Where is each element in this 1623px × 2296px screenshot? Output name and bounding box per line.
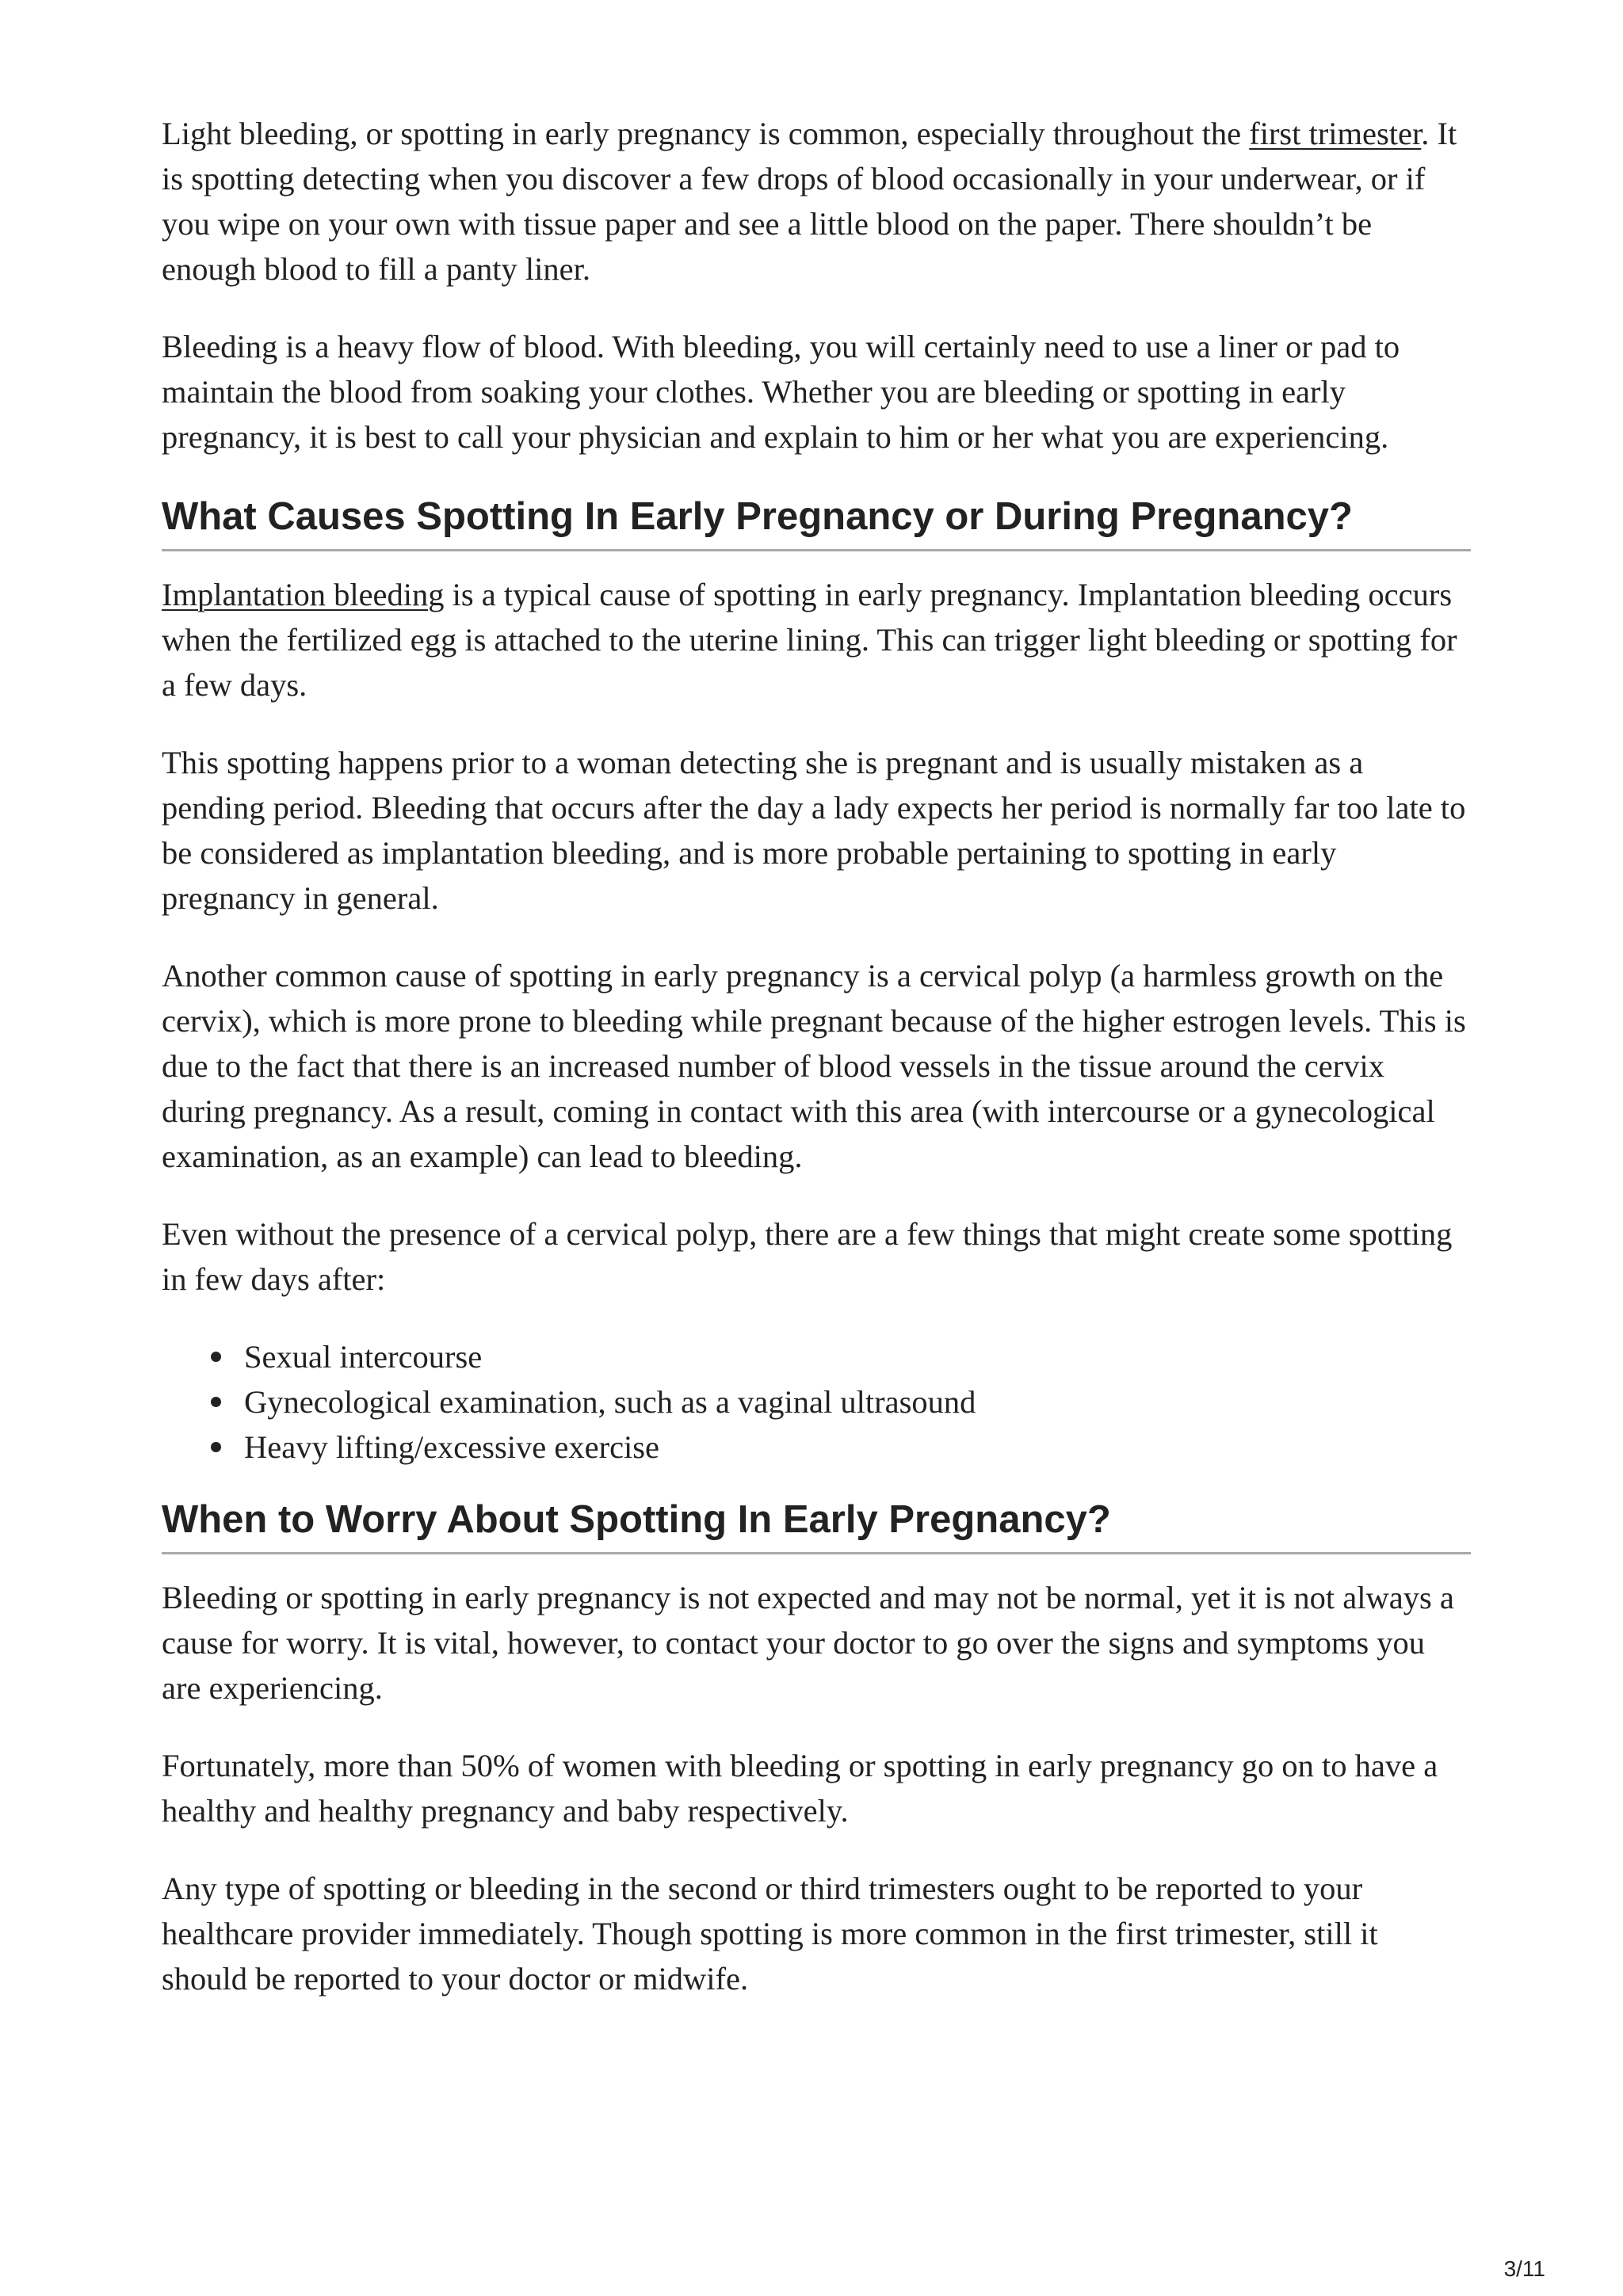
worry-paragraph-3: Any type of spotting or bleeding in the second or third trimesters ought to be reported to your healthcare provider immediately. Though spotting is more common in the first trimester, still it should be reported to your doctor or midwife. (162, 1871, 1378, 1997)
causes-paragraph-4: Even without the presence of a cervical polyp, there are a few things that might create some spotting in few days after: (162, 1216, 1453, 1297)
bullet-icon (211, 1397, 221, 1407)
bullet-icon (211, 1352, 221, 1362)
intro-paragraph-1 (162, 111, 1471, 292)
implantation-bleeding-link[interactable]: Implantation bleeding (162, 577, 445, 612)
causes-paragraph-1 (162, 572, 1471, 707)
worry-paragraph-1: Bleeding or spotting in early pregnancy is not expected and may not be normal, yet it is not always a cause for worry. It is vital, however, to contact your doctor to go over the signs and symptoms you are experiencing. (162, 1580, 1454, 1706)
list-item (244, 1334, 1471, 1379)
article-content (162, 111, 1471, 2034)
paragraph-text: Light bleeding, or spotting in early pregnancy is common, especially throughout the (162, 116, 1250, 151)
intro-paragraph-2: Bleeding is a heavy flow of blood. With bleeding, you will certainly need to use a liner or pad to maintain the blood from soaking your clothes. Whether you are bleeding or spotting in early pregnancy, it is best to call your physician and explain to him or her what you are experiencing. (162, 329, 1400, 455)
page-number: 3/11 (1503, 2256, 1545, 2281)
causes-paragraph-2: This spotting happens prior to a woman detecting she is pregnant and is usually mistaken as a pending period. Bleeding that occurs after the day a lady expects her period is normally far too late to be considered as implantation bleeding, and is more probable pertaining to spotting in early pregnancy in general. (162, 745, 1466, 916)
paragraph-text: is a typical cause of spotting in early pregnancy. Implantation bleeding occurs when the fertilized egg is attached to the uterine lining. This can trigger light bleeding or spotting for a few days. (162, 577, 1457, 703)
worry-paragraph-2: Fortunately, more than 50% of women with bleeding or spotting in early pregnancy go on to have a healthy and healthy pregnancy and baby respectively. (162, 1748, 1438, 1829)
section-heading-causes: What Causes Spotting In Early Pregnancy or During Pregnancy? (162, 492, 1471, 551)
list-item-text: Heavy lifting/excessive exercise (244, 1429, 660, 1465)
list-item (244, 1425, 1471, 1470)
list-item-text: Gynecological examination, such as a vaginal ultrasound (244, 1384, 976, 1420)
paragraph-text: . It is spotting detecting when you discover a few drops of blood occasionally in your underwear, or if you wipe on your own with tissue paper and see a little blood on the paper. There shouldn’t be enough blood to fill a panty liner. (162, 116, 1457, 287)
first-trimester-link[interactable]: first trimester (1249, 116, 1422, 151)
causes-paragraph-3: Another common cause of spotting in early pregnancy is a cervical polyp (a harmless growth on the cervix), which is more prone to bleeding while pregnant because of the higher estrogen levels. This is due to the fact that there is an increased number of blood vessels in the tissue around the cervix during pregnancy. As a result, coming in contact with this area (with intercourse or a gynecological examination, as an example) can lead to bleeding. (162, 958, 1466, 1174)
causes-list (162, 1334, 1471, 1470)
bullet-icon (211, 1442, 221, 1452)
section-heading-when-to-worry: When to Worry About Spotting In Early Pregnancy? (162, 1495, 1471, 1554)
list-item-text: Sexual intercourse (244, 1339, 483, 1375)
list-item (244, 1379, 1471, 1425)
